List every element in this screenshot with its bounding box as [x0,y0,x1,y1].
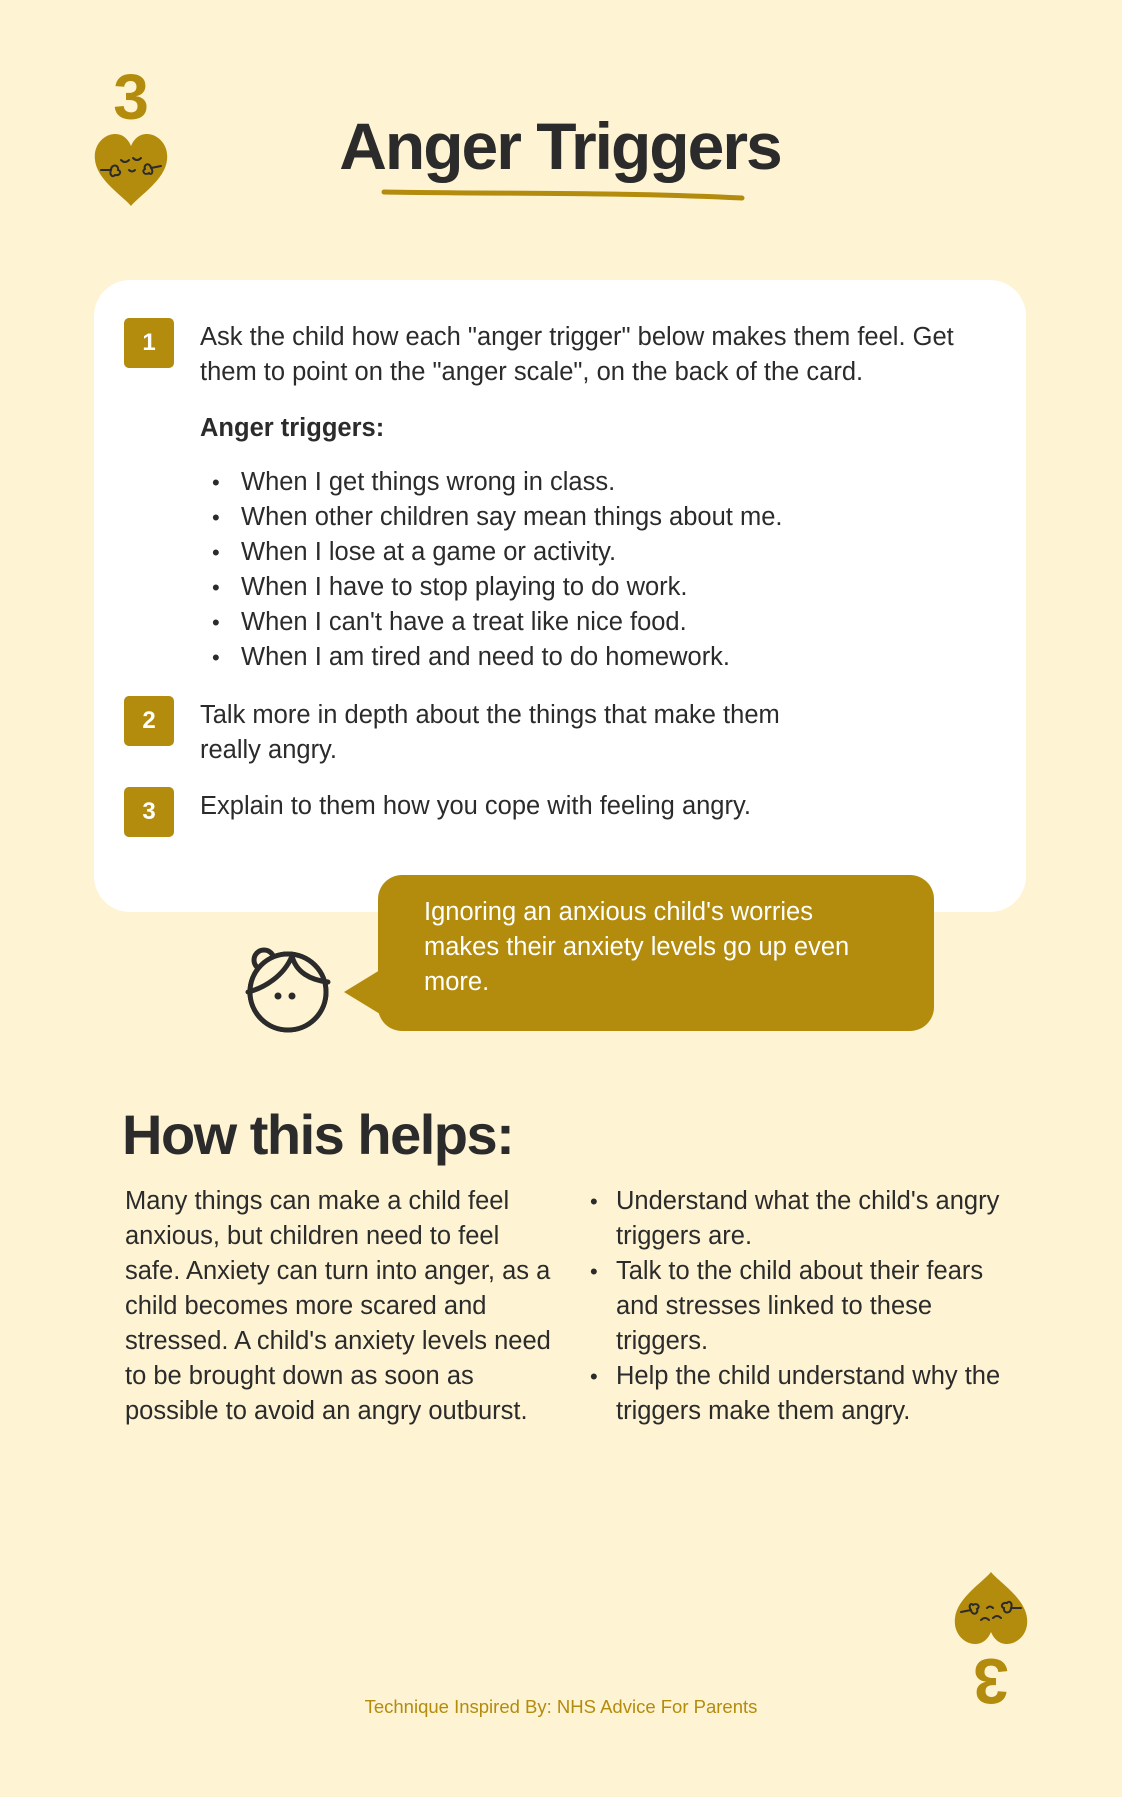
tip-text: Ignoring an anxious child's worries makes their anxiety levels go up even more. [424,898,850,996]
trigger-item: • When I am tired and need to do homework. [212,640,782,675]
speech-bubble-tail [344,970,380,1014]
step-text: Talk more in depth about the things that make them really angry. [200,701,780,764]
step-text: Ask the child how each "anger trigger" below makes them feel. Get them to point on the "anger scale", on the back of the card. [200,323,954,386]
smiling-heart-icon [953,1570,1029,1644]
helps-bullet: • Help the child understand why the triggers make them angry. [590,1359,1010,1429]
helps-bullet: • Understand what the child's angry triggers are. [590,1184,1010,1254]
person-face-icon [244,942,336,1034]
card-number: 3 [113,61,149,133]
trigger-item: • When I get things wrong in class. [212,465,782,500]
trigger-item: • When I have to stop playing to do work. [212,570,782,605]
how-this-helps-paragraph: Many things can make a child feel anxious, but children need to feel safe. Anxiety can turn into anger, as a child becomes more scared and stressed. A child's anxiety levels need to be brought down as soon as possible to avoid an angry outburst. [125,1187,551,1425]
corner-index-top [90,62,172,208]
card-number: 3 [973,1645,1009,1717]
footer-credit: Technique Inspired By: NHS Advice For Parents [364,1696,758,1717]
trigger-item: • When I lose at a game or activity. [212,535,782,570]
smiling-heart-icon [93,134,169,208]
trigger-item: • When I can't have a treat like nice food. [212,605,782,640]
page-title-text: Anger Triggers [339,109,781,183]
tip-speech-bubble [378,875,934,1031]
how-this-helps-title: How this helps: [122,1103,514,1166]
step-2 [124,696,840,768]
helps-bullet: • Talk to the child about their fears and stresses linked to these triggers. [590,1254,1010,1359]
step-3 [124,787,980,837]
triggers-heading: Anger triggers: [200,414,385,442]
title-underline [380,186,746,202]
step-text: Explain to them how you cope with feeling angry. [200,792,751,820]
step-number-badge: 2 [124,696,174,746]
trigger-item: • When other children say mean things about me. [212,500,782,535]
corner-index-bottom [950,1570,1032,1716]
page-title [330,108,790,184]
how-this-helps-list [590,1184,1010,1429]
step-number-badge: 3 [124,787,174,837]
triggers-list [212,465,782,675]
step-1 [124,318,980,390]
instructions-card [94,280,1026,912]
step-number-badge: 1 [124,318,174,368]
